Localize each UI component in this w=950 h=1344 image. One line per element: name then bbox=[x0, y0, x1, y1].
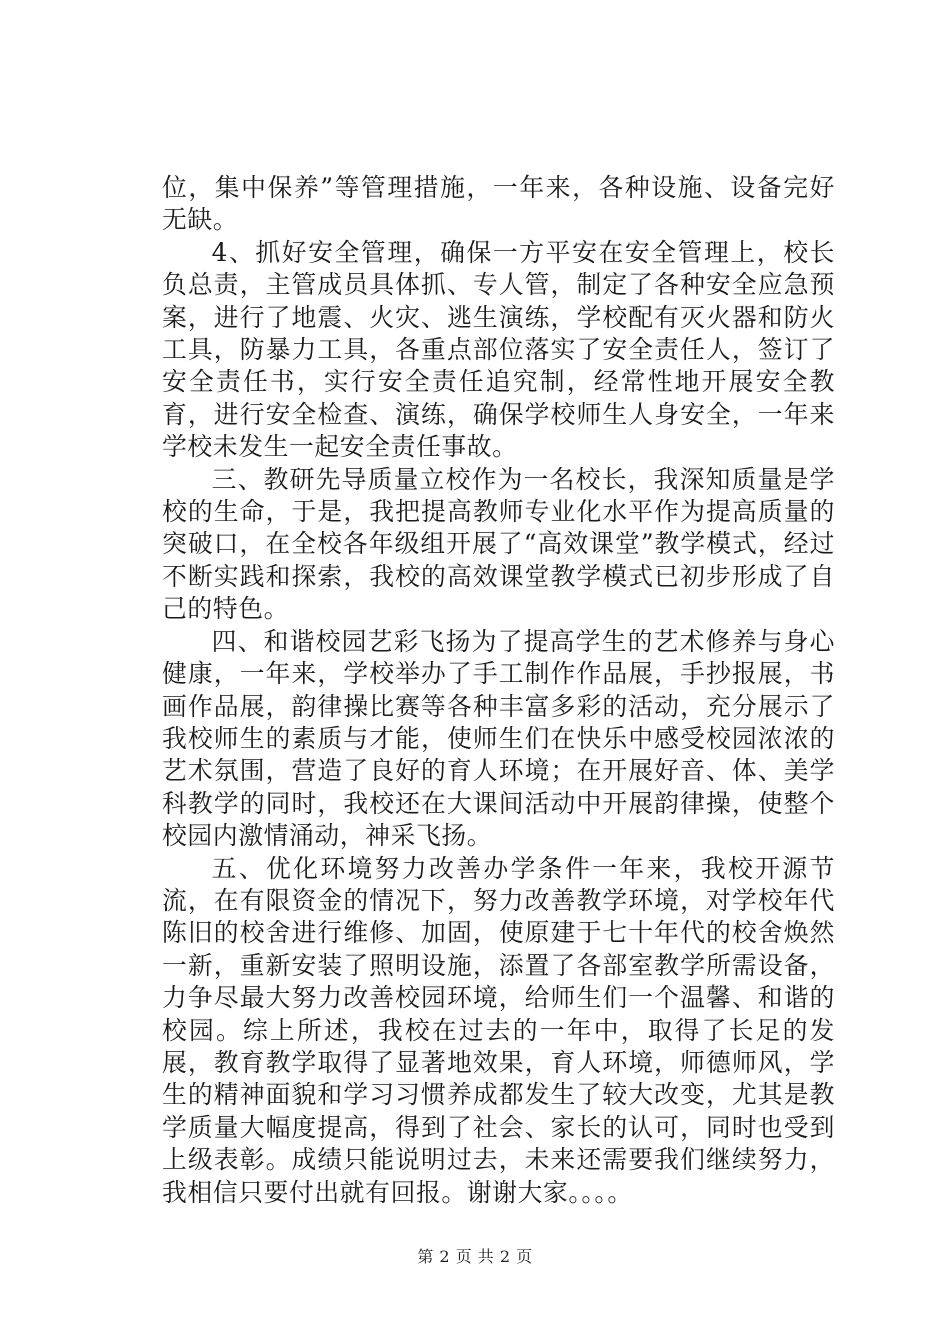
paragraph-harmonious-campus: 四、和谐校园艺彩飞扬为了提高学生的艺术修养与身心健康，一年来，学校举办了手工制作作品展，手抄报展，书画作品展，韵律操比赛等各种丰富多彩的活动，充分展示了我校师生的素质与才能，使师生们在快乐中感受校园浓浓的艺术氛围，营造了良好的育人环境；在开展好音、体、美学科教学的同时，我校还在大课间活动中开展韵律操，使整个校园内激情涌动，神采飞扬。 bbox=[162, 626, 835, 851]
paragraph-environment-summary: 五、优化环境努力改善办学条件一年来，我校开源节流，在有限资金的情况下，努力改善教学环境，对学校年代陈旧的校舍进行维修、加固，使原建于七十年代的校舍焕然一新，重新安装了照明设施，添置了各部室教学所需设备，力争尽最大努力改善校园环境，给师生们一个温馨、和谐的校园。综上所述，我校在过去的一年中，取得了长足的发展，教育教学取得了显著地效果，育人环境，师德师风，学生的精神面貌和学习习惯养成都发生了较大改变，尤其是教学质量大幅度提高，得到了社会、家长的认可，同时也受到上级表彰。成绩只能说明过去，未来还需要我们继续努力，我相信只要付出就有回报。谢谢大家。。。。 bbox=[162, 853, 835, 1207]
paragraph-continuation: 位，集中保养”等管理措施，一年来，各种设施、设备完好无缺。 bbox=[162, 173, 835, 235]
document-body bbox=[162, 172, 835, 1209]
page-footer: 第 2 页 共 2 页 bbox=[417, 1247, 533, 1266]
paragraph-teaching-research: 三、教研先导质量立校作为一名校长，我深知质量是学校的生命，于是，我把提高教师专业化水平作为提高质量的突破口，在全校各年级组开展了“高效课堂”教学模式，经过不断实践和探索，我校的高效课堂教学模式已初步形成了自己的特色。 bbox=[162, 464, 835, 624]
paragraph-safety-management: 4、抓好安全管理，确保一方平安在安全管理上，校长负总责，主管成员具体抓、专人管，制定了各种安全应急预案，进行了地震、火灾、逃生演练，学校配有灭火器和防火工具，防暴力工具，各重点部位落实了安全责任人，签订了安全责任书，实行安全责任追究制，经常性地开展安全教育，进行安全检查、演练，确保学校师生人身安全，一年来学校未发生一起安全责任事故。 bbox=[162, 237, 835, 462]
